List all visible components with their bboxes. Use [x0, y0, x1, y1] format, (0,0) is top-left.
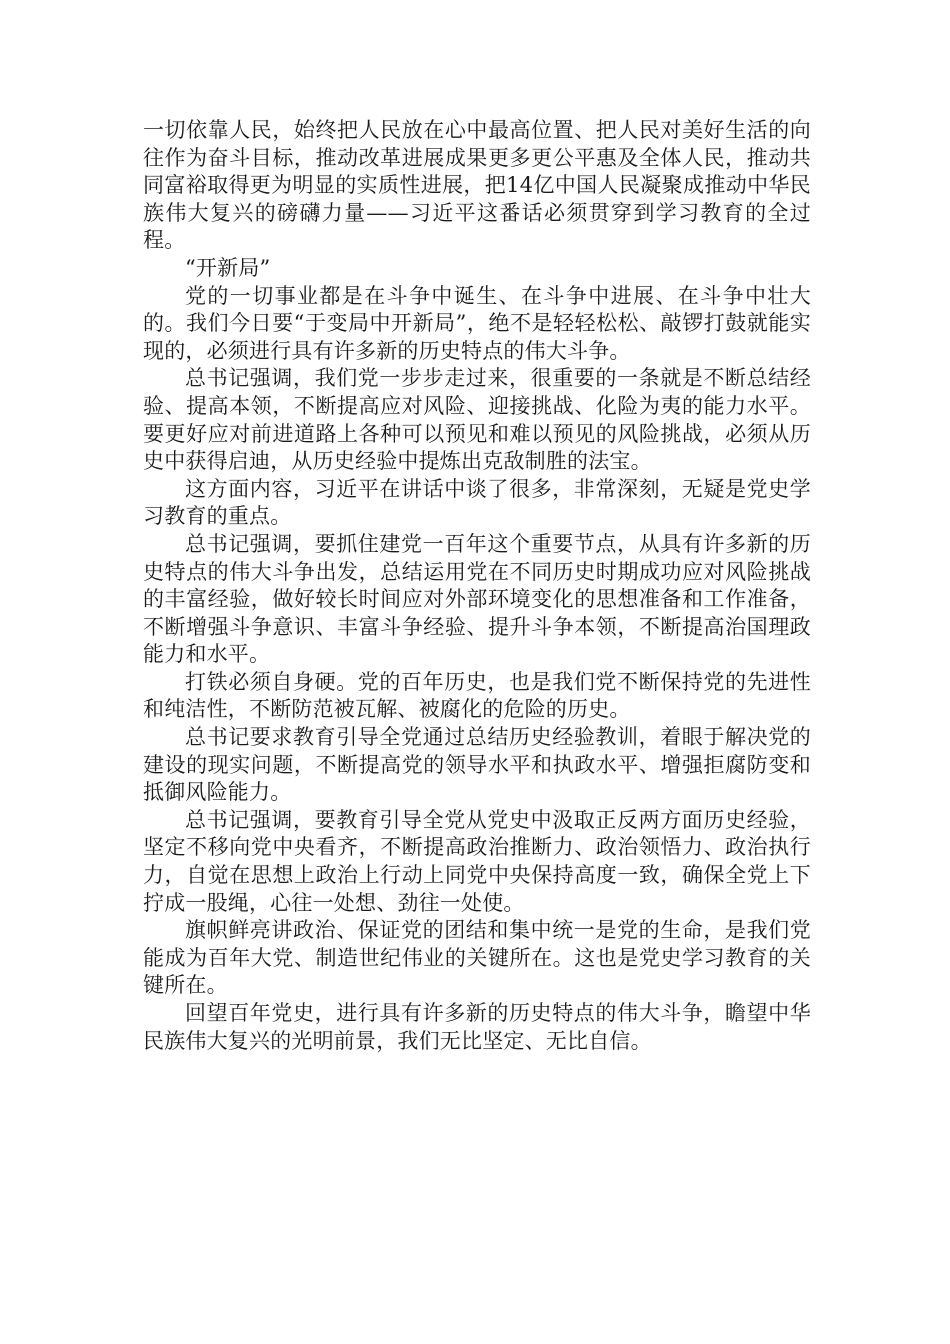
paragraph-4: 这方面内容，习近平在讲话中谈了很多，非常深刻，无疑是党史学习教育的重点。: [143, 476, 811, 529]
paragraph-1: 一切依靠人民，始终把人民放在心中最高位置、把人民对美好生活的向往作为奋斗目标，推动改革进展成果更多更公平惠及全体人民，推动共同富裕取得更为明显的实质性进展，把14亿中国人民凝聚成推动中华民族伟大复兴的磅礴力量——习近平这番话必须贯穿到学习教育的全过程。: [143, 118, 811, 253]
paragraph-2: 党的一切事业都是在斗争中诞生、在斗争中进展、在斗争中壮大的。我们今日要“于变局中开新局”，绝不是轻轻松松、敲锣打鼓就能实现的，必须进行具有许多新的历史特点的伟大斗争。: [143, 283, 811, 363]
paragraph-5: 总书记强调，要抓住建党一百年这个重要节点，从具有许多新的历史特点的伟大斗争出发，总结运用党在不同历史时期成功应对风险挑战的丰富经验，做好较长时间应对外部环境变化的思想准备和工作准备，不断增强斗争意识、丰富斗争经验、提升斗争本领，不断提高治国理政能力和水平。: [143, 531, 811, 667]
paragraph-8: 总书记强调，要教育引导全党从党史中汲取正反两方面历史经验，坚定不移向党中央看齐，不断提高政治推断力、政治领悟力、政治执行力，自觉在思想上政治上行动上同党中央保持高度一致，确保全党上下拧成一股绳，心往一处想、劲往一处使。: [143, 807, 811, 915]
paragraph-9: 旗帜鲜亮讲政治、保证党的团结和集中统一是党的生命，是我们党能成为百年大党、制造世纪伟业的关键所在。这也是党史学习教育的关键所在。: [143, 918, 811, 998]
section-heading-kaixinju: “开新局”: [185, 255, 271, 280]
paragraph-6: 打铁必须自身硬。党的百年历史，也是我们党不断保持党的先进性和纯洁性，不断防范被瓦解、被腐化的危险的历史。: [143, 669, 811, 722]
paragraph-10: 回望百年党史，进行具有许多新的历史特点的伟大斗争，瞻望中华民族伟大复兴的光明前景，我们无比坚定、无比自信。: [143, 1001, 811, 1053]
document-body: [143, 117, 811, 1055]
paragraph-7: 总书记要求教育引导全党通过总结历史经验教训，着眼于解决党的建设的现实问题，不断提高党的领导水平和执政水平、增强拒腐防变和抵御风险能力。: [143, 725, 811, 805]
paragraph-3: 总书记强调，我们党一步步走过来，很重要的一条就是不断总结经验、提高本领，不断提高应对风险、迎接挑战、化险为夷的能力水平。要更好应对前进道路上各种可以预见和难以预见的风险挑战，必须从历史中获得启迪，从历史经验中提炼出克敌制胜的法宝。: [143, 366, 811, 474]
